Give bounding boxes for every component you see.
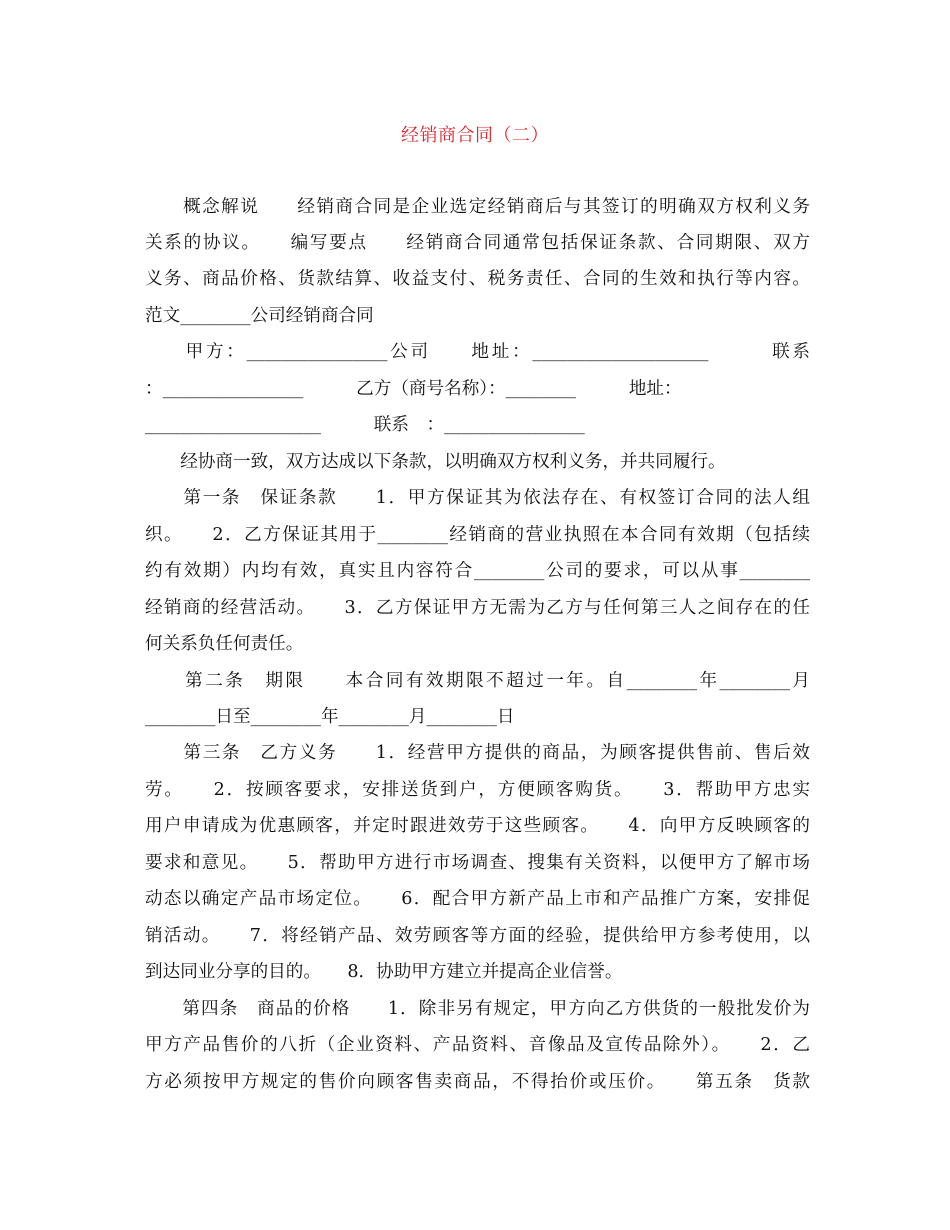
body-line: 概念解说 经销商合同是企业选定经销商后与其签订的明确双方权利义务 [145, 197, 810, 217]
body-line: 第一条 保证条款 1．甲方保证其为依法存在、有权签订合同的法人组 [145, 488, 810, 508]
body-line: 经销商的经营活动。 3．乙方保证甲方无需为乙方与任何第三人之间存在的任 [145, 598, 810, 618]
body-line: ____________________ 联系 ：________________ [145, 415, 585, 435]
body-line: ________日至________年________月________日 [145, 707, 515, 727]
body-line: 甲方：________________公司 地址：____________________ 联系 [145, 342, 810, 362]
document-title: 经销商合同（二） [401, 125, 549, 146]
body-line: 甲方产品售价的八折（企业资料、产品资料、音像品及宣传品除外）。 2．乙 [145, 1035, 810, 1055]
body-line: 动态以确定产品市场定位。 6．配合甲方新产品上市和产品推广方案，安排促 [145, 889, 810, 909]
body-line: 劳。 2．按顾客要求，安排送货到户，方便顾客购货。 3．帮助甲方忠实 [145, 780, 810, 800]
body-line: 义务、商品价格、货款结算、收益支付、税务责任、合同的生效和执行等内容。 [145, 269, 810, 289]
body-line: ：________________ 乙方（商号名称）：________ 地址： [145, 379, 682, 399]
body-line: 第四条 商品的价格 1．除非另有规定，甲方向乙方供货的一般批发价为 [145, 999, 810, 1019]
body-line: 何关系负任何责任。 [145, 634, 304, 654]
body-line: 范文________公司经销商合同 [145, 306, 374, 326]
body-line: 关系的协议。 编写要点 经销商合同通常包括保证条款、合同期限、双方 [145, 233, 810, 253]
body-line: 要求和意见。 5．帮助甲方进行市场调查、搜集有关资料，以便甲方了解市场 [145, 853, 810, 873]
body-line: 销活动。 7．将经销产品、效劳顾客等方面的经验，提供给甲方参考使用，以 [145, 926, 810, 946]
body-line: 约有效期）内均有效，真实且内容符合________公司的要求，可以从事________ [145, 561, 810, 581]
body-line: 经协商一致，双方达成以下条款，以明确双方权利义务，并共同履行。 [145, 452, 726, 472]
body-line: 织。 2．乙方保证其用于________经销商的营业执照在本合同有效期（包括续 [145, 525, 810, 545]
body-line: 用户申请成为优惠顾客，并定时跟进效劳于这些顾客。 4．向甲方反映顾客的 [145, 816, 810, 836]
body-line: 方必须按甲方规定的售价向顾客售卖商品，不得抬价或压价。 第五条 货款 [145, 1072, 810, 1092]
body-line: 第二条 期限 本合同有效期限不超过一年。自________年________月 [145, 671, 810, 691]
body-line: 第三条 乙方义务 1．经营甲方提供的商品，为顾客提供售前、售后效 [145, 743, 810, 763]
body-line: 到达同业分享的目的。 8．协助甲方建立并提高企业信誉。 [145, 962, 623, 982]
